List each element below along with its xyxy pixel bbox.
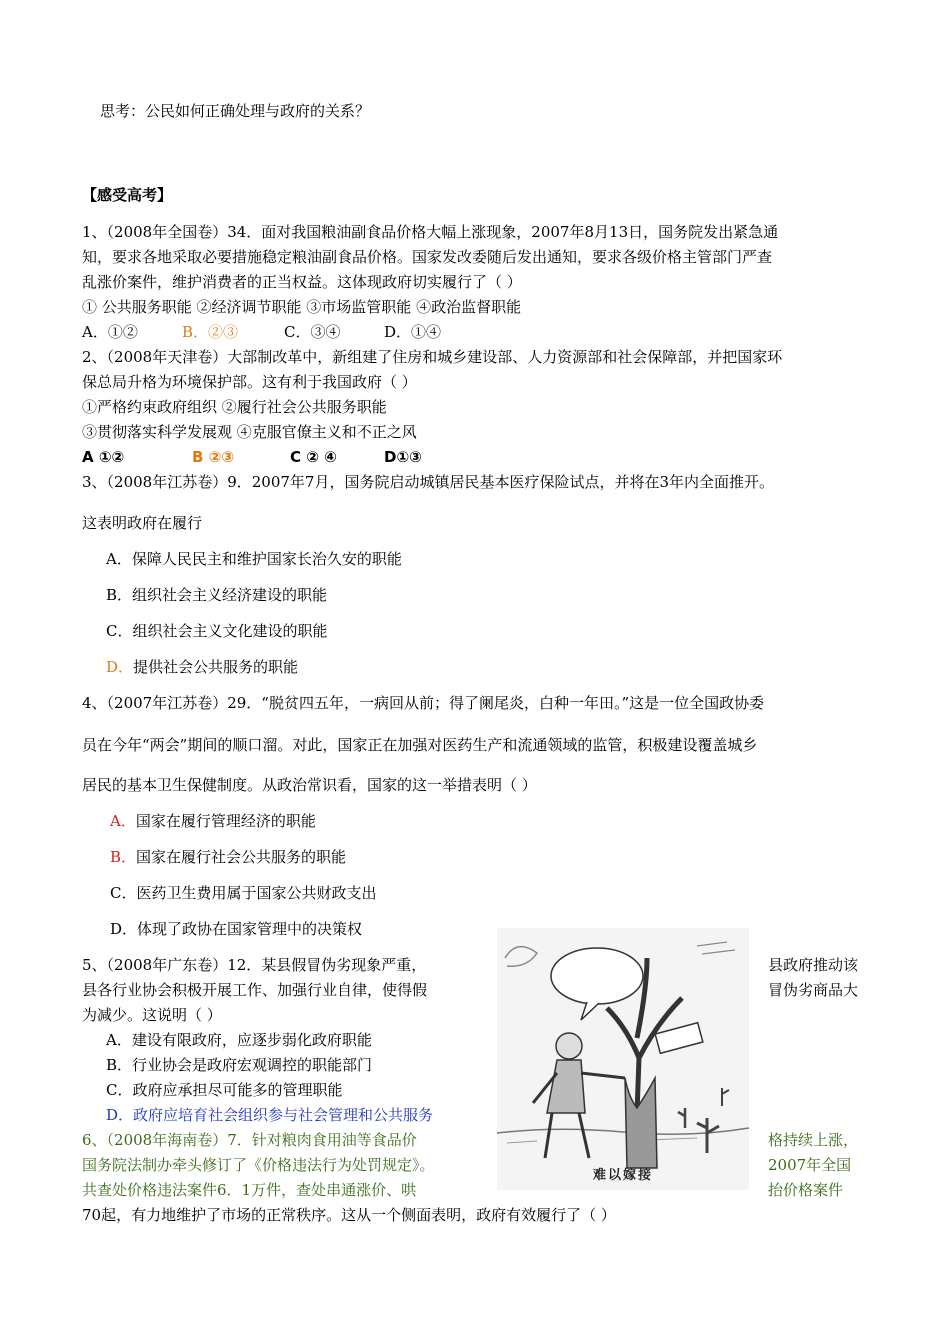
cartoon-image: [497, 928, 749, 1190]
q2-line2: 保总局升格为环境保护部。这有利于我国政府（ ）: [82, 373, 417, 391]
q5-line3: 为减少。这说明（ ）: [82, 1006, 222, 1024]
cartoon-drawing: [497, 928, 749, 1190]
q4-option-a-letter: A．: [110, 812, 136, 830]
q4-option-b: [110, 847, 346, 867]
cartoon-caption: 难以嫁接: [592, 1168, 653, 1183]
q4-option-b-text: 国家在履行社会公共服务的职能: [136, 848, 347, 866]
q5-line1-right: 县政府推动该: [768, 956, 859, 974]
q2-items2: ③贯彻落实科学发展观 ④克服官僚主义和不正之风: [82, 423, 417, 441]
q5-option-a: A．建设有限政府，应逐步弱化政府职能: [106, 1031, 372, 1049]
q5-line2-right: 冒伪劣商品大: [768, 981, 859, 999]
q4-line1: 4、（2007年江苏卷）29．“脱贫四五年，一病回从前；得了阑尾炎，白种一年田。”这是一位全国政协委: [82, 694, 765, 712]
q5-option-d: D．政府应培育社会组织参与社会管理和公共服务: [106, 1106, 434, 1124]
q3-option-b: B．组织社会主义经济建设的职能: [106, 586, 328, 604]
q3-line2: 这表明政府在履行: [82, 514, 203, 532]
q6-line3-left: 共查处价格违法案件6．1万件，查处串通涨价、哄: [82, 1181, 417, 1199]
q6-line2-right: 2007年全国: [768, 1156, 852, 1174]
q2-items1: ①严格约束政府组织 ②履行社会公共服务职能: [82, 398, 387, 416]
q4-option-b-letter: B．: [110, 848, 137, 866]
q6-line1-right: 格持续上涨，: [768, 1131, 859, 1149]
q2-option-d: D①③: [384, 448, 422, 466]
q4-option-d: D．体现了政协在国家管理中的决策权: [110, 920, 363, 938]
q3-option-c: C．组织社会主义文化建设的职能: [106, 622, 328, 640]
q3-option-d-text: 提供社会公共服务的职能: [133, 658, 299, 676]
q3-line1: 3、（2008年江苏卷）9．2007年7月，国务院启动城镇居民基本医疗保险试点，并将在3年内全面推开。: [82, 473, 775, 491]
q2-option-c: C ② ④: [290, 448, 337, 466]
think-question: 思考：公民如何正确处理与政府的关系？: [100, 102, 371, 120]
q6-line4: 70起，有力地维护了市场的正常秩序。这从一个侧面表明，政府有效履行了（ ）: [82, 1206, 616, 1224]
q4-option-a-text: 国家在履行管理经济的职能: [135, 812, 316, 830]
q5-option-c: C．政府应承担尽可能多的管理职能: [106, 1081, 343, 1099]
q4-option-a: [110, 811, 316, 831]
q1-line3: 乱涨价案件，维护消费者的正当权益。这体现政府切实履行了（ ）: [82, 273, 522, 291]
q6-line1-left: 6、（2008年海南卷）7．针对粮肉食用油等食品价: [82, 1131, 417, 1149]
q1-option-c: C．③④: [284, 323, 341, 341]
q4-option-c: C．医药卫生费用属于国家公共财政支出: [110, 884, 377, 902]
q1-items: ① 公共服务职能 ②经济调节职能 ③市场监管职能 ④政治监督职能: [82, 298, 522, 316]
q3-option-d: [106, 657, 298, 677]
q3-option-a: A．保障人民民主和维护国家长治久安的职能: [106, 550, 402, 568]
q4-line2: 员在今年“两会”期间的顺口溜。对此，国家正在加强对医药生产和流通领域的监管，积极建设覆盖城乡: [82, 736, 758, 754]
q1-line2: 知，要求各地采取必要措施稳定粮油副食品价格。国家发改委随后发出通知，要求各级价格主管部门严查: [82, 248, 773, 266]
q1-option-a: A．①②: [82, 323, 138, 341]
q3-option-d-letter: D．: [106, 658, 134, 676]
q1-option-d: D．①④: [384, 323, 442, 341]
q6-line3-right: 抬价格案件: [768, 1181, 844, 1199]
q4-line3: 居民的基本卫生保健制度。从政治常识看，国家的这一举措表明（ ）: [82, 776, 537, 794]
q2-option-a: A ①②: [82, 448, 125, 466]
q5-line1-left: 5、（2008年广东卷）12．某县假冒伪劣现象严重，: [82, 956, 427, 974]
section-title: 【感受高考】: [82, 186, 173, 204]
q5-option-b: B．行业协会是政府宏观调控的职能部门: [106, 1056, 373, 1074]
q2-line1: 2、（2008年天津卷）大部制改革中，新组建了住房和城乡建设部、人力资源部和社会保障部，并把国家环: [82, 348, 783, 366]
q6-line2-left: 国务院法制办牵头修订了《价格违法行为处罚规定》。: [82, 1156, 435, 1174]
q1-option-b: B．②③: [182, 323, 239, 341]
q5-line2-left: 县各行业协会积极开展工作、加强行业自律，使得假: [82, 981, 428, 999]
q1-line1: 1、（2008年全国卷）34．面对我国粮油副食品价格大幅上涨现象，2007年8月13日，国务院发出紧急通: [82, 223, 779, 241]
q2-option-b: B ②③: [192, 448, 235, 466]
